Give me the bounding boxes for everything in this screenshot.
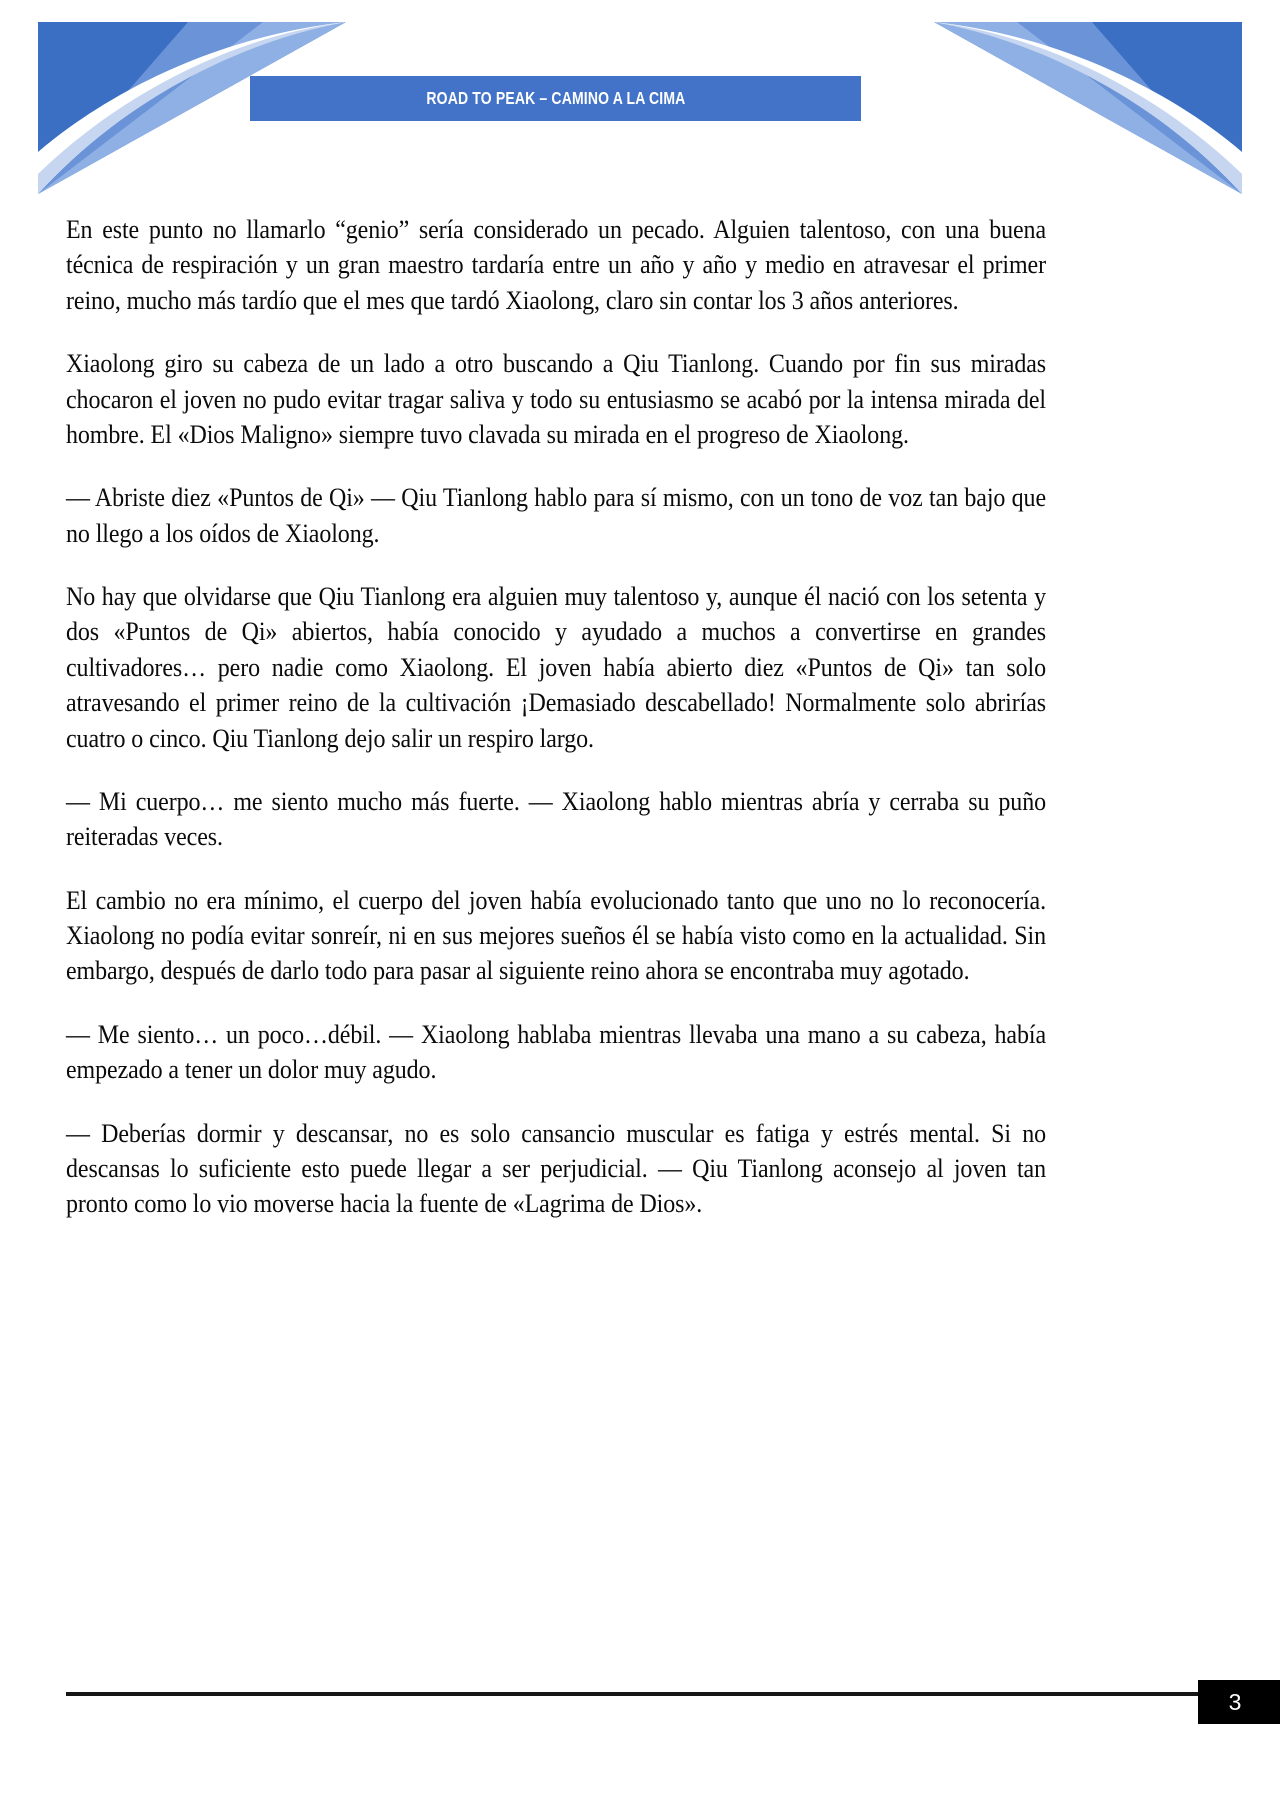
body-paragraph: En este punto no llamarlo “genio” sería considerado un pecado. Alguien talentoso, con una buena técnica de respiración y un gran maestro tardaría entre un año y año y medio en atravesar el primer reino, mucho más tardío que el mes que tardó Xiaolong, claro sin contar los 3 años anteriores. [66, 214, 1047, 315]
header-decoration-right-icon [934, 22, 1242, 194]
header-title-banner [250, 76, 861, 121]
footer-divider [66, 1692, 1246, 1696]
page-footer [0, 1660, 1280, 1810]
document-body [66, 212, 1046, 1222]
body-paragraph: El cambio no era mínimo, el cuerpo del joven había evolucionado tanto que uno no lo reconocería. Xiaolong no podía evitar sonreír, ni en sus mejores sueños él se había visto como en la actualidad. Sin embargo, después de darlo todo para pasar al siguiente reino ahora se encontraba muy agotado. [66, 884, 1047, 986]
page-number-badge [1198, 1680, 1280, 1724]
body-paragraph: Xiaolong giro su cabeza de un lado a otro buscando a Qiu Tianlong. Cuando por fin sus miradas chocaron el joven no pudo evitar tragar saliva y todo su entusiasmo se acabó por la intensa mirada del hombre. El «Dios Maligno» siempre tuvo clavada su mirada en el progreso de Xiaolong. [66, 348, 1047, 449]
dialogue-paragraph: — Abriste diez «Puntos de Qi» — Qiu Tianlong hablo para sí mismo, con un tono de voz tan bajo que no llego a los oídos de Xiaolong. [66, 482, 1047, 548]
dialogue-paragraph: — Mi cuerpo… me siento mucho más fuerte. — Xiaolong hablo mientras abría y cerraba su puño reiteradas veces. [66, 785, 1047, 852]
body-paragraph: No hay que olvidarse que Qiu Tianlong era alguien muy talentoso y, aunque él nació con los setenta y dos «Puntos de Qi» abiertos, había conocido y ayudado a muchos a convertirse en grandes cultivadores… pero nadie como Xiaolong. El joven había abierto diez «Puntos de Qi» tan solo atravesando el primer reino de la cultivación ¡Demasiado descabellado! Normalmente solo abrirías cuatro o cinco. Qiu Tianlong dejo salir un respiro largo. [66, 581, 1047, 753]
dialogue-paragraph: — Me siento… un poco…débil. — Xiaolong hablaba mientras llevaba una mano a su cabeza, había empezado a tener un dolor muy agudo. [66, 1018, 1047, 1085]
page-header [0, 0, 1280, 200]
page-number-text: 3 [1228, 1688, 1242, 1715]
header-title-text: ROAD TO PEAK – CAMINO A LA CIMA [425, 88, 686, 108]
dialogue-paragraph: — Deberías dormir y descansar, no es solo cansancio muscular es fatiga y estrés mental. Si no descansas lo suficiente esto puede llegar a ser perjudicial. — Qiu Tianlong aconsejo al joven tan pronto como lo vio moverse hacia la fuente de «Lagrima de Dios». [66, 1117, 1047, 1219]
